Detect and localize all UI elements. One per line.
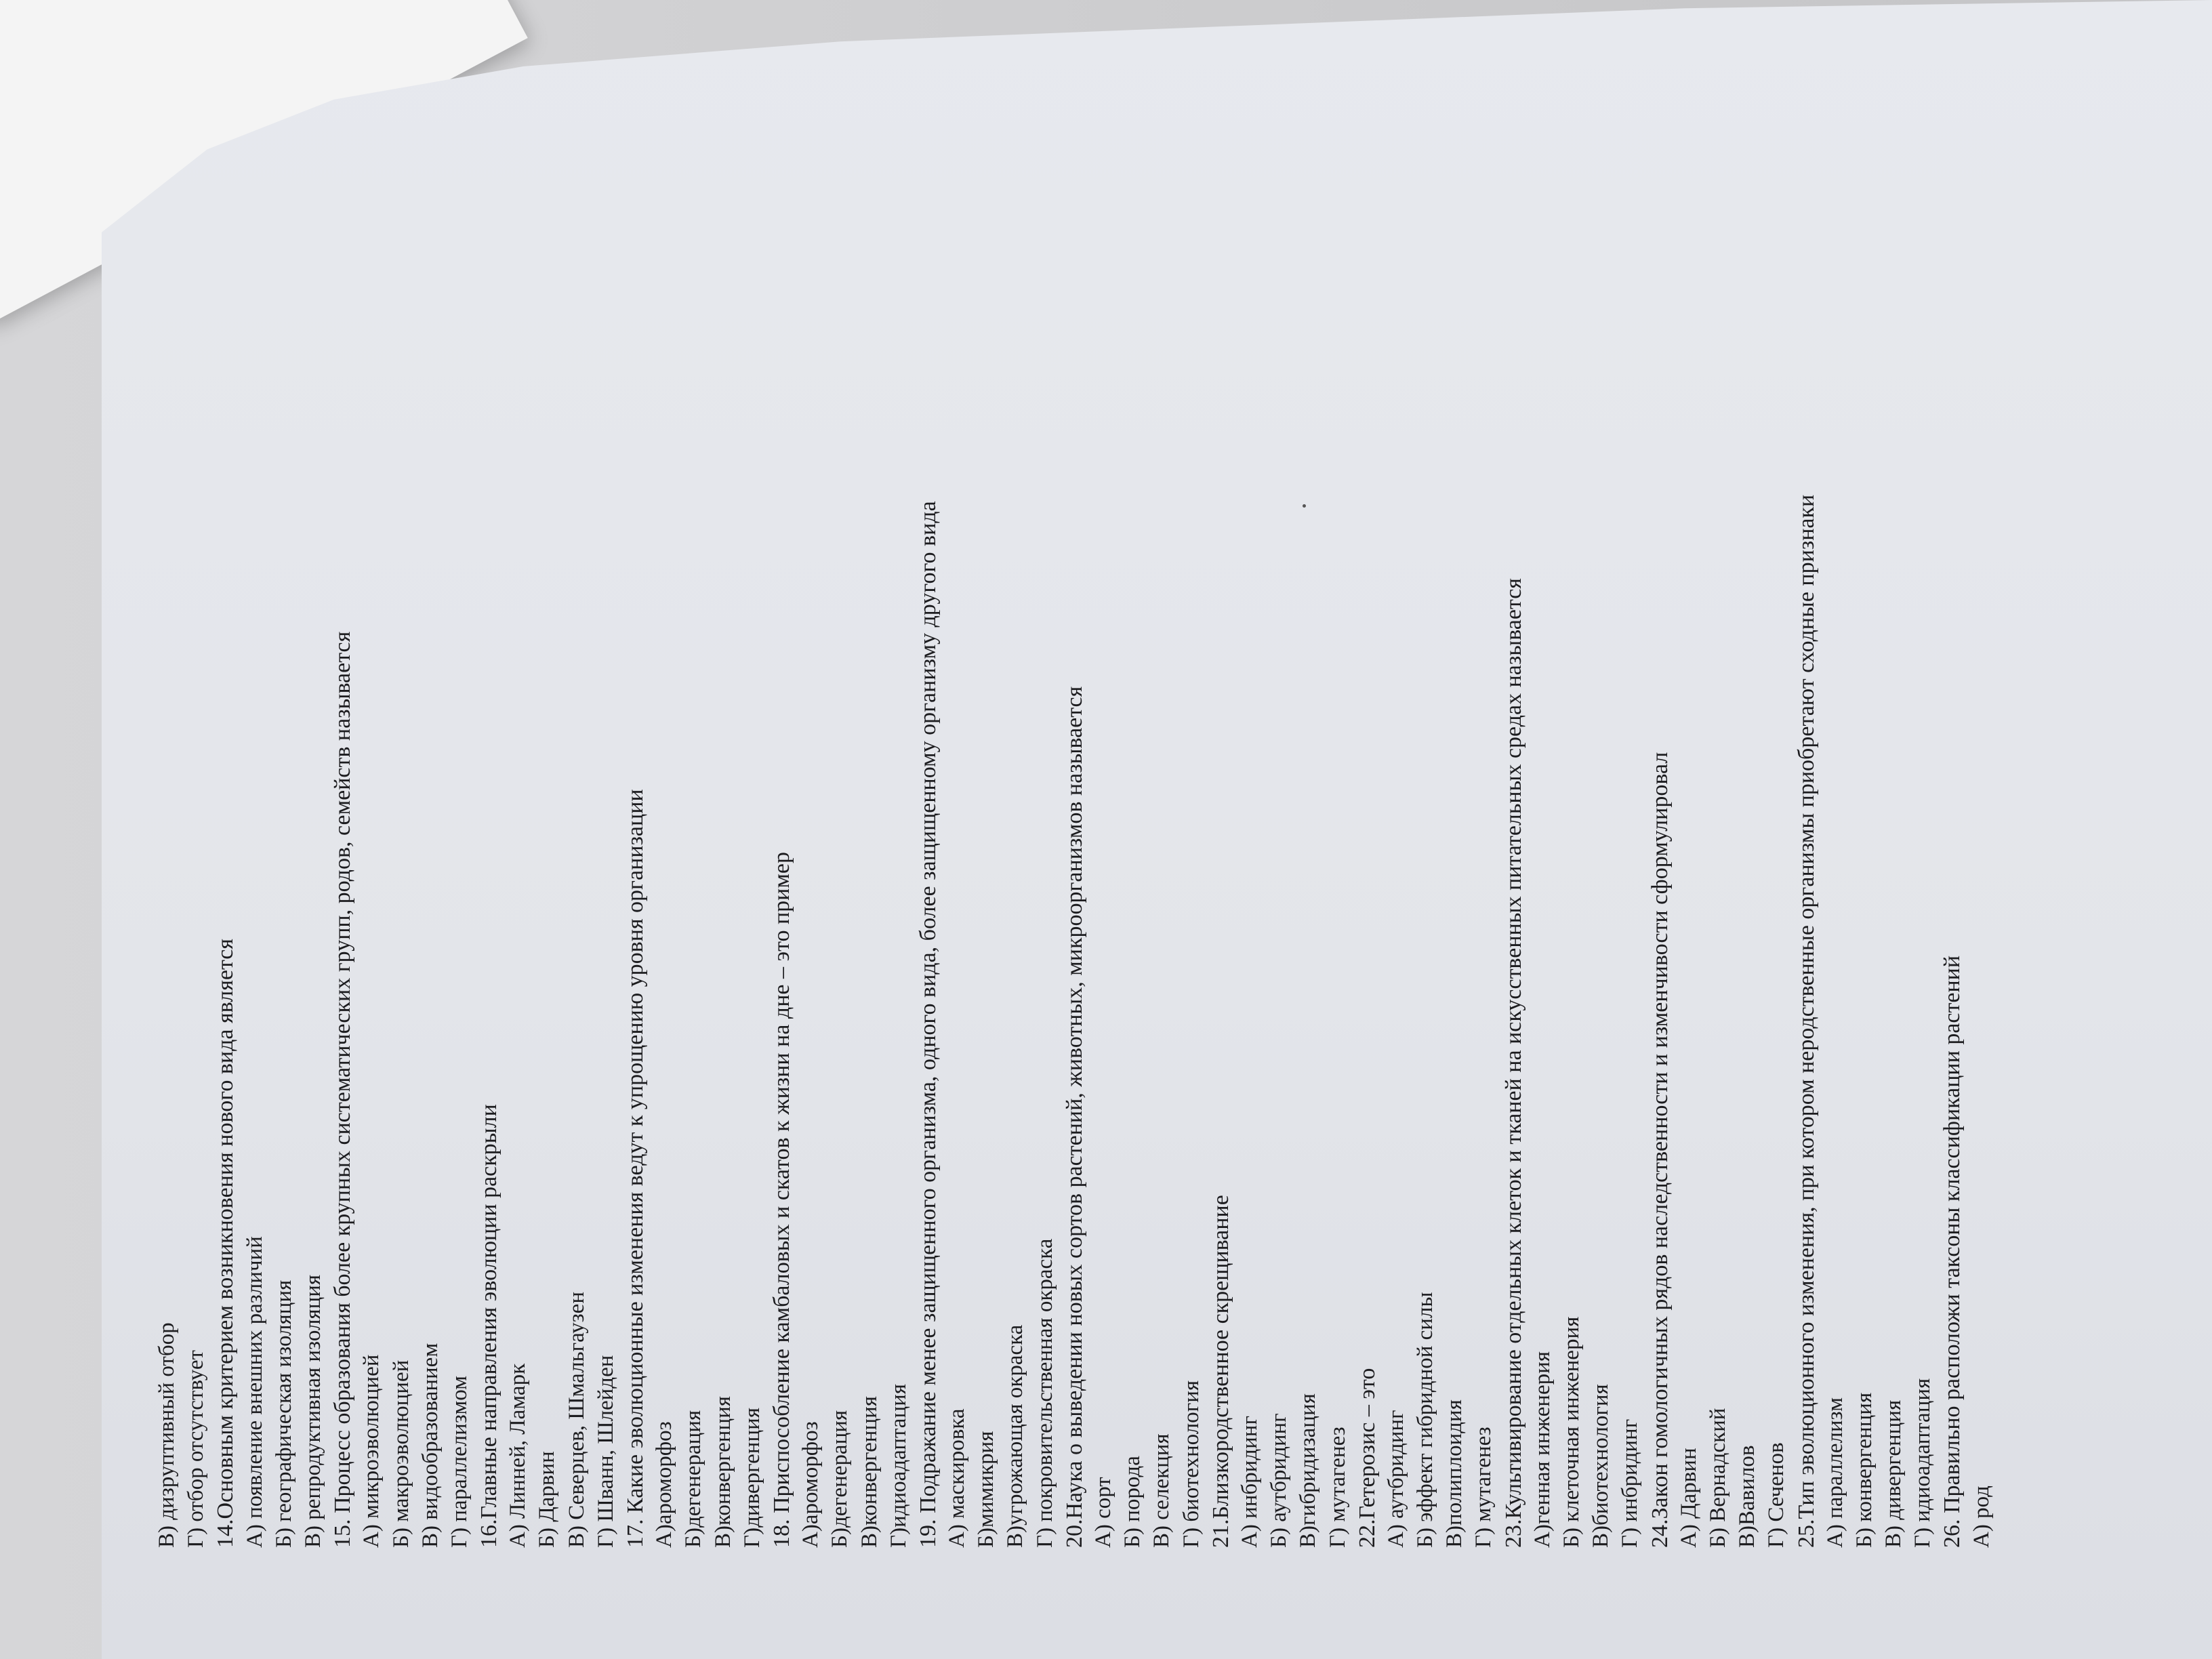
answer-option: Б) аутбридинг xyxy=(1267,1413,1292,1548)
answer-option: В) дивергенция xyxy=(1881,1399,1906,1548)
question-text: 18. Приспособление камбаловых и скатов к жизни на дне – это пример xyxy=(769,852,794,1548)
answer-option: А) Линней, Ламарк xyxy=(506,1363,531,1548)
answer-option: Г) инбридинг xyxy=(1618,1418,1643,1548)
answer-option: Б) географическая изоляция xyxy=(271,1279,296,1548)
answer-option: В) репродуктивная изоляция xyxy=(300,1274,325,1548)
answer-option: Б) макроэволюцией xyxy=(388,1359,413,1548)
answer-option: А) Дарвин xyxy=(1676,1448,1701,1548)
answer-option: Б)дегенерация xyxy=(827,1410,853,1548)
question-text: 21.Близкородственное скрещивание xyxy=(1208,1195,1233,1548)
answer-option: Б) конвергенция xyxy=(1851,1392,1877,1548)
answer-option: Г) Шванн, Шлейден xyxy=(593,1355,618,1548)
answer-option: В)конвергенция xyxy=(710,1396,735,1548)
answer-option: Г) мутагенез xyxy=(1471,1427,1496,1548)
question-text: 15. Процесс образования более крупных систематических групп, родов, семейств называется xyxy=(330,631,356,1548)
answer-option: Г) мутагенез xyxy=(1325,1427,1350,1548)
answer-option: В) видообразованием xyxy=(417,1343,443,1548)
answer-option: Б)дегенерация xyxy=(681,1410,706,1548)
question-text: 22.Гетерозис – это xyxy=(1354,1368,1380,1548)
answer-option: А)генная инженерия xyxy=(1530,1351,1555,1548)
answer-option: А) микроэволюцией xyxy=(359,1354,384,1548)
answer-option: В)конвергенция xyxy=(857,1396,882,1548)
answer-option: Б) Дарвин xyxy=(535,1451,560,1548)
answer-option: В)угрожающая окраска xyxy=(1003,1324,1028,1548)
answer-option: А) род xyxy=(1969,1486,1994,1548)
answer-option: В)биотехнология xyxy=(1589,1384,1614,1548)
answer-option: Г) параллелизмом xyxy=(447,1376,472,1548)
answer-option: Б) эффект гибридной силы xyxy=(1413,1292,1438,1548)
answer-option: А) сорт xyxy=(1091,1477,1115,1548)
answer-option: Б) клеточная инженерия xyxy=(1559,1316,1584,1548)
answer-option: Г) Сеченов xyxy=(1764,1442,1789,1548)
answer-option: Г) идиоадаптация xyxy=(1910,1378,1936,1548)
question-list xyxy=(152,111,1996,1548)
answer-option: Б)мимикрия xyxy=(974,1431,999,1548)
question-text: 25.Тип эволюционного изменения, при котором неродственные организмы приобретают сходные признаки xyxy=(1793,494,1819,1548)
answer-option: А) аутбридинг xyxy=(1383,1410,1408,1548)
question-text: 26. Правильно расположи таксоны классификации растений xyxy=(1940,955,1965,1548)
answer-option: В) дизруптивный отбор xyxy=(155,1322,179,1548)
answer-option: В)Вавилов xyxy=(1735,1445,1760,1548)
answer-option: А) параллелизм xyxy=(1822,1397,1847,1548)
answer-option: Г) покровительственная окраска xyxy=(1032,1238,1057,1548)
answer-option: А)ароморфоз xyxy=(798,1421,823,1548)
question-text: 14.Основным критерием возникновения нового вида является xyxy=(213,939,239,1548)
answer-option: А) маскировка xyxy=(945,1408,970,1548)
question-text: 20.Наука о выведении новых сортов растений, животных, микроорганизмов называется xyxy=(1061,686,1087,1548)
answer-option: В)гибридизация xyxy=(1296,1393,1321,1548)
answer-option: Г) биотехнология xyxy=(1179,1380,1204,1548)
question-text: 19. Подражание менее защищенного организма, одного вида, более защищенному организму другого вида xyxy=(915,501,941,1548)
answer-option: В) селекция xyxy=(1149,1433,1174,1548)
answer-option: В) Северцев, Шмальгаузен xyxy=(564,1292,589,1548)
answer-option: А) инбридинг xyxy=(1237,1416,1262,1548)
question-text: 23.Культивирование отдельных клеток и тканей на искусственных питательных средах называется xyxy=(1500,578,1526,1548)
question-text: 24.Закон гомологичных рядов наследственности и изменчивости сформулировал xyxy=(1647,752,1673,1548)
answer-option: Г) отбор отсутствует xyxy=(184,1350,209,1548)
answer-option: Б) Вернадский xyxy=(1705,1408,1730,1548)
answer-option: В)полиплоидия xyxy=(1442,1399,1467,1548)
question-text: 17. Какие эволюционные изменения ведут к упрощению уровня организации xyxy=(623,789,648,1548)
answer-option: Г)идиоадаптация xyxy=(886,1384,911,1548)
question-text: 16.Главные направления эволюции раскрыли xyxy=(476,1104,502,1548)
answer-option: Б) порода xyxy=(1120,1456,1145,1548)
worksheet-text-block xyxy=(152,111,2050,1548)
answer-option: А) появление внешних различий xyxy=(242,1236,267,1548)
answer-option: А)ароморфоз xyxy=(652,1421,677,1548)
answer-option: Г)дивергенция xyxy=(739,1408,764,1548)
